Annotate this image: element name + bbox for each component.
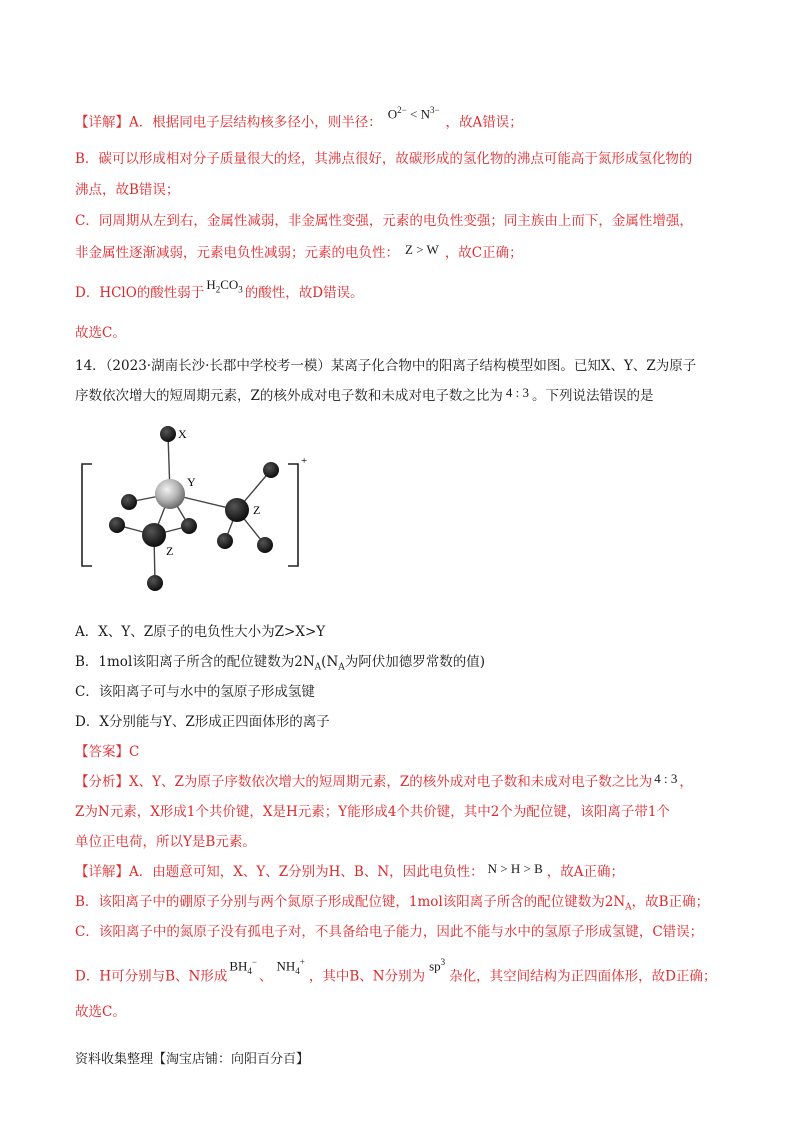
option-d: D．X分别能与Y、Z形成正四面体形的离子	[75, 714, 330, 730]
q14-detail-d: D．H可分别与B、N形成$BH_4^-$、$NH_4^+$，其中B、N分别为$sp^3$杂化，其空间结构为正四面体形，故D正确；	[75, 962, 716, 991]
carbonic-acid-formula: $H_2CO_3$	[206, 277, 243, 295]
cation-structure-diagram	[70, 418, 330, 618]
atom-z-left	[142, 523, 166, 547]
footer-credit: 资料收集整理【淘宝店铺：向阳百分百】	[75, 1052, 310, 1067]
detail-a-post: ，故A错误；	[445, 114, 523, 131]
electronegativity-formula: Z > W	[405, 242, 439, 257]
atom-x-2	[181, 518, 197, 534]
atom-y	[155, 479, 185, 509]
q13-b-line1: B．碳可以形成相对分子质量很大的烃，其沸点很好，故碳形成的氢化物的沸点可能高于氮形成氢化物的	[75, 151, 693, 167]
bh4-formula: $BH_4^-$	[229, 957, 257, 976]
analysis-line1: 【分析】X、Y、Z为原子序数依次增大的短周期元素，Z的核外成对电子数和未成对电子数之比为 4 : 3 ，	[75, 771, 693, 790]
right-bracket	[288, 464, 298, 566]
detail-a-text: 【详解】A．根据同电子层结构核多径小，则半径：	[75, 114, 382, 131]
charge-label: +	[301, 455, 308, 467]
atom-x-7	[147, 575, 163, 591]
atom-z-right	[225, 498, 249, 522]
q14-choose: 故选C。	[75, 1004, 126, 1020]
q14-stem-line1: 14．（2023·湖南长沙·长郡中学校考一模）某离子化合物中的阳离子结构模型如图。已知X、Y、Z为原子	[75, 358, 697, 374]
label-x: X	[178, 427, 187, 441]
ratio-formula: 4 : 3	[505, 385, 530, 400]
sp3-formula: $sp^3$	[429, 957, 446, 974]
analysis-line3: 单位正电荷，所以Y是B元素。	[75, 834, 256, 850]
q14-detail-c: C．该阳离子中的氮原子没有孤电子对，不具备给电子能力，因此不能与水中的氢原子形成氢键，C错误；	[75, 924, 704, 940]
atom-x-6	[109, 517, 125, 533]
q13-c-line2: 非金属性逐渐减弱，元素电负性减弱；元素的电负性： Z > W ，故C正确；	[75, 242, 523, 261]
left-bracket	[82, 464, 92, 566]
analysis-ratio: 4 : 3	[654, 771, 678, 786]
label-z-left: Z	[166, 544, 174, 558]
atom-x-5	[217, 533, 233, 549]
q13-c-line1: C．同周期从左到右，金属性减弱，非金属性变强，元素的电负性变强；同主族由上而下，金属性增强，	[75, 213, 693, 229]
option-a: A．X、Y、Z原子的电负性大小为Z>X>Y	[75, 624, 326, 640]
q14-detail-a: 【详解】A．由题意可知，X、Y、Z分别为H、B、N，因此电负性： N > H > B ，故A正确；	[75, 861, 625, 880]
q14-detail-b: B．该阳离子中的硼原子分别与两个氮原子形成配位键，1mol该阳离子所含的配位键数为$2N_A$，故B正确；	[75, 894, 710, 913]
q14-stem-line2: 序数依次增大的短周期元素，Z的核外成对电子数和未成对电子数之比为 4 : 3 。下列说法错误的是	[75, 385, 654, 404]
q13-choose: 故选C。	[75, 325, 126, 341]
option-c: C．该阳离子可与水中的氢原子形成氢键	[75, 684, 315, 700]
q13-d-line: D．HClO的酸性弱于$H_2CO_3$ 的酸性，故D错误。	[75, 277, 364, 301]
nh4-formula: $NH_4^+$	[276, 957, 305, 976]
analysis-line2: Z为N元素，X形成1个共价键，X是H元素；Y能形成4个共价键，其中2个为配位键，该阳离子带1个	[75, 804, 670, 820]
atom-x-4	[257, 537, 273, 553]
label-z-right: Z	[253, 503, 261, 517]
atom-x-1	[121, 494, 137, 510]
radius-formula: $O^{2-} < N^{3-}$	[387, 105, 440, 122]
atom-x-top	[160, 426, 176, 442]
q13-detail-a	[75, 105, 523, 132]
atom-x-3	[263, 462, 279, 478]
label-y: Y	[187, 475, 196, 489]
q13-b-line2: 沸点，故B错误；	[75, 182, 180, 198]
option-b: B．1mol该阳离子所含的配位键数为$2N_A(N_A$为阿伏加德罗常数的值)	[75, 654, 486, 673]
electronegativity-order: N > H > B	[487, 861, 543, 876]
answer: 【答案】C	[75, 744, 140, 760]
